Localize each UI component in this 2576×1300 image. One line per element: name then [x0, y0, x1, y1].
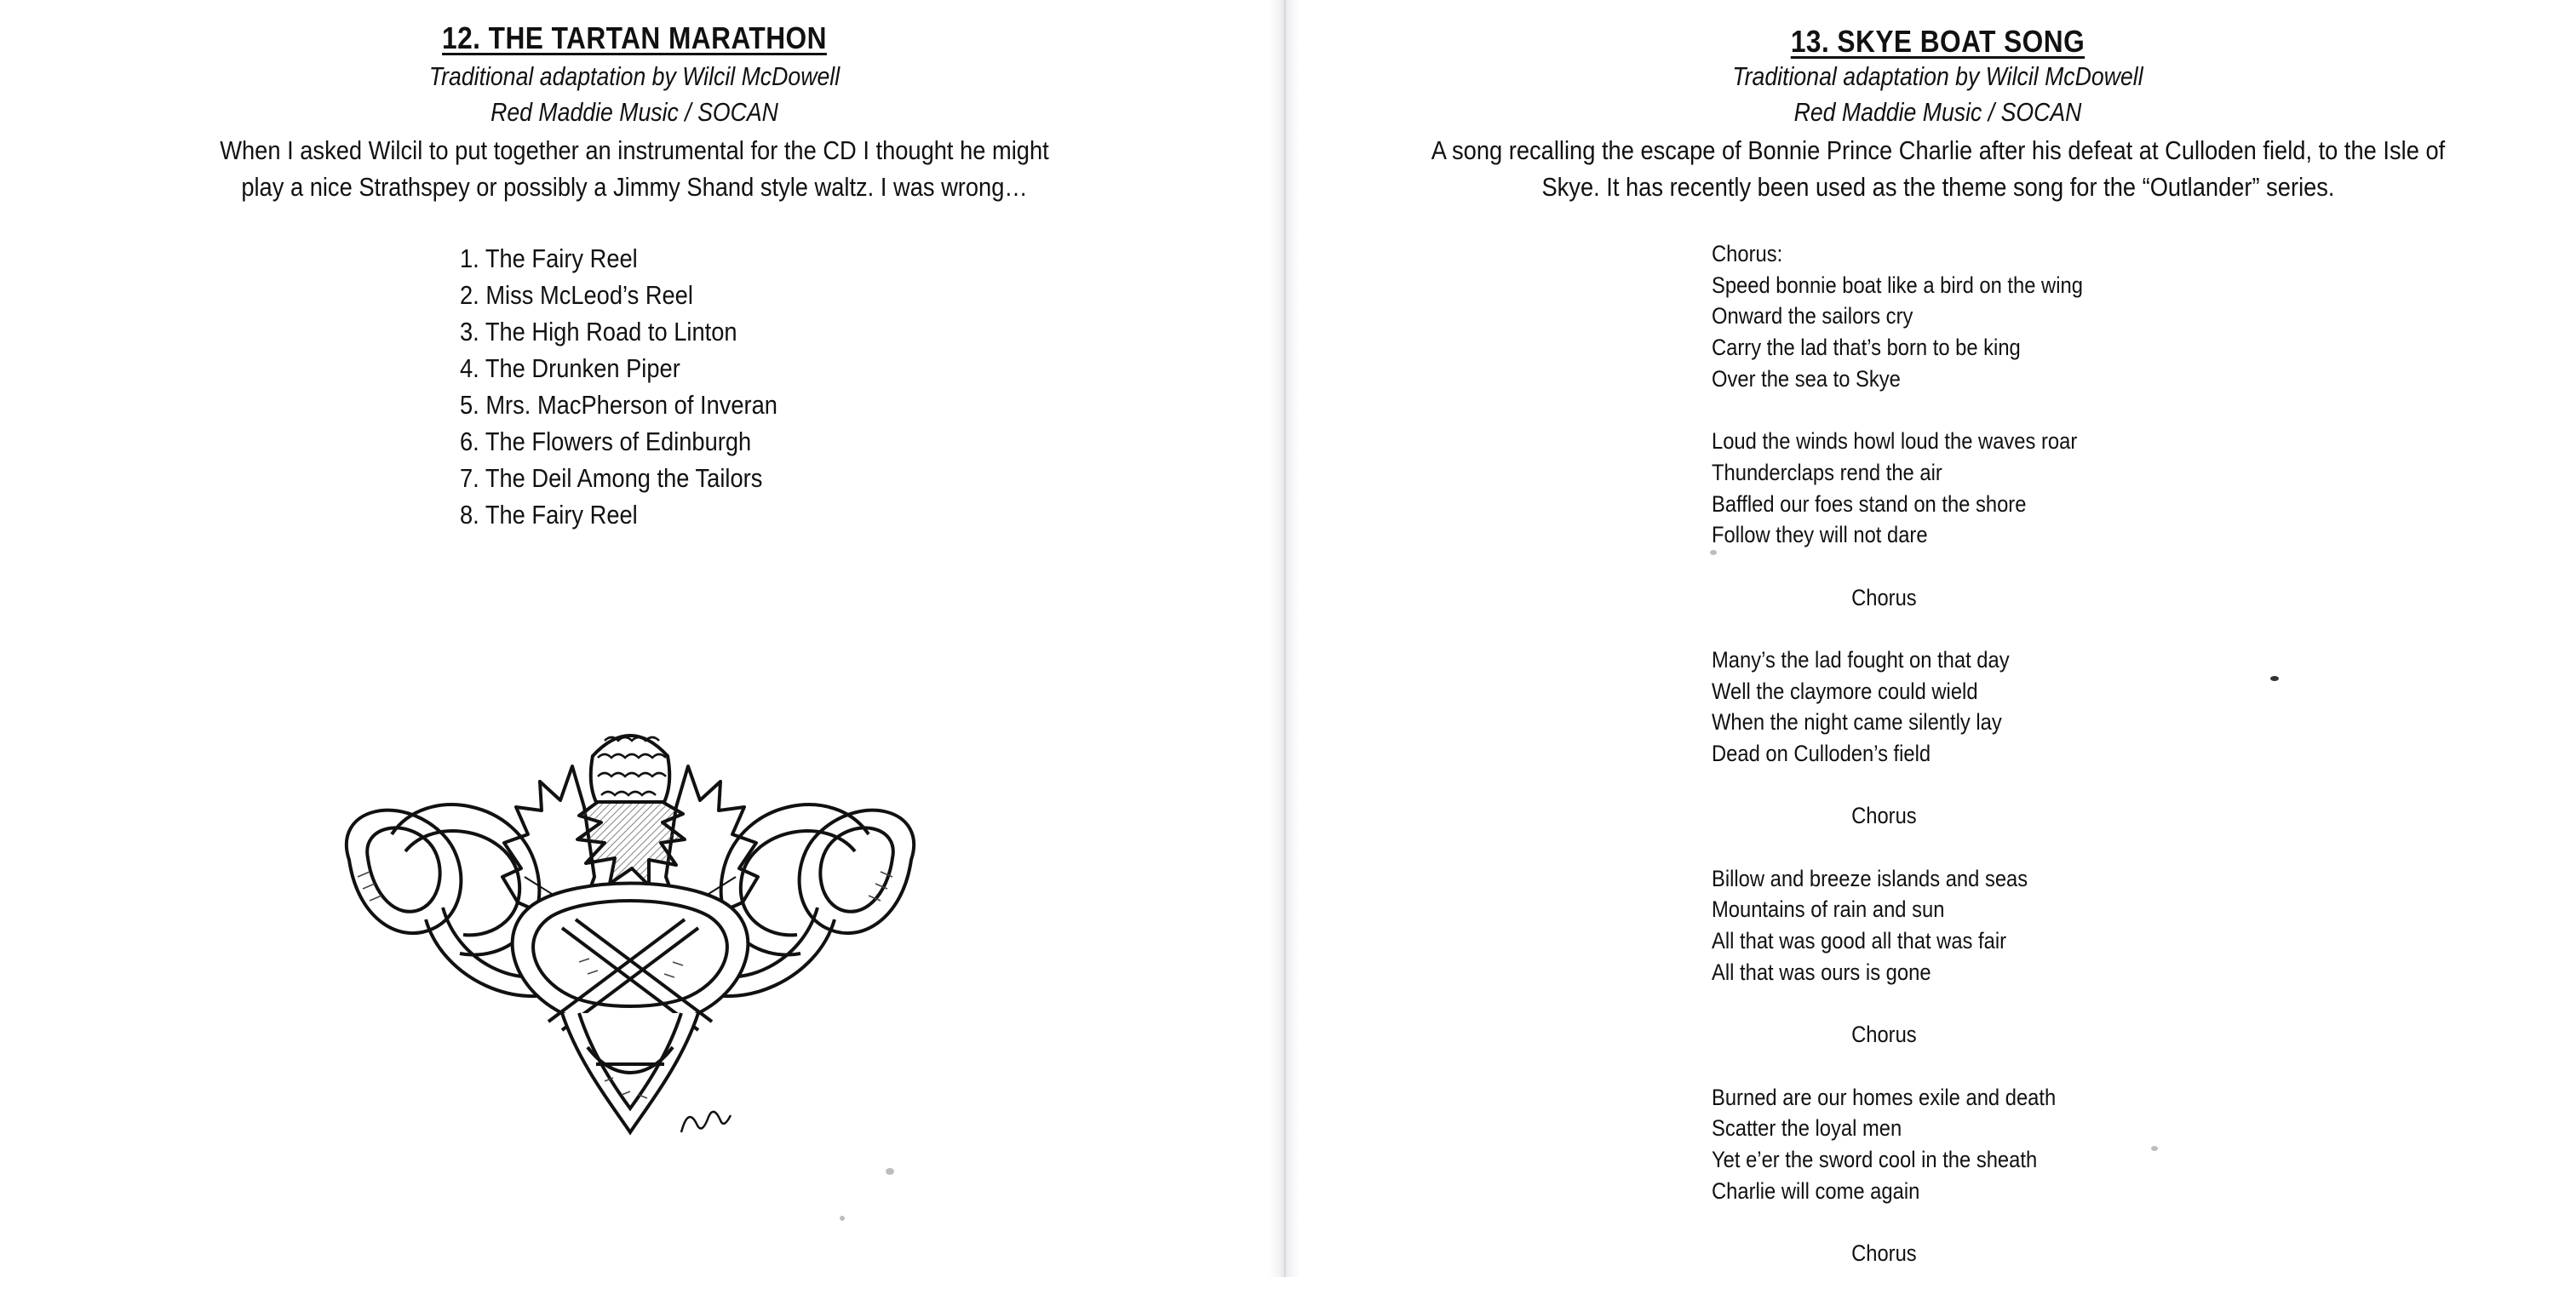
celtic-knot-thistle-icon — [324, 707, 937, 1183]
lyric-line: Thunderclaps rend the air — [1712, 459, 1942, 485]
lyric-line: Scatter the loyal men — [1712, 1115, 1902, 1142]
list-item: 6. The Flowers of Edinburgh — [460, 427, 752, 456]
description-line: Skye. It has recently been used as the theme song for the “Outlander” series. — [1541, 172, 2335, 202]
description-line: When I asked Wilcil to put together an instrumental for the CD I thought he might — [220, 135, 1049, 165]
list-item: 7. The Deil Among the Tailors — [460, 463, 763, 493]
scan-speck — [886, 1168, 894, 1175]
scan-speck — [2151, 1146, 2158, 1151]
publisher-label: Red Maddie Music / SOCAN — [491, 97, 778, 127]
fold-crease — [1284, 0, 1286, 1277]
description-line: play a nice Strathspey or possibly a Jimmy Shand style waltz. I was wrong… — [241, 172, 1028, 202]
lyric-line: Follow they will not dare — [1712, 522, 1928, 548]
scan-speck — [2270, 676, 2279, 681]
chorus-label: Chorus — [1851, 584, 1917, 610]
scan-speck — [840, 1216, 845, 1221]
list-item: 4. The Drunken Piper — [460, 353, 680, 383]
song-lyrics — [1712, 238, 2161, 1300]
list-item: 5. Mrs. MacPherson of Inveran — [460, 390, 777, 420]
lyric-line: Billow and breeze islands and seas — [1712, 865, 2028, 891]
lyric-line: Well the claymore could wield — [1712, 678, 1978, 704]
song-credit: Traditional adaptation by Wilcil McDowell — [428, 61, 840, 91]
lyric-line: Many’s the lad fought on that day — [1712, 646, 2010, 673]
lyric-line: Charlie will come again — [1712, 1177, 1920, 1204]
song-title: 13. SKYE BOAT SONG — [1790, 24, 2085, 59]
scan-speck — [1710, 550, 1717, 555]
right-page — [1299, 0, 2576, 1277]
lyric-line: When the night came silently lay — [1712, 709, 2002, 736]
lyric-line: All that was good all that was fair — [1712, 928, 2007, 954]
verse-block — [1712, 1082, 2161, 1207]
verse-block — [1712, 863, 2161, 988]
song-description — [1391, 132, 2486, 205]
verse-block — [1712, 426, 2161, 551]
publisher-label: Red Maddie Music / SOCAN — [1793, 97, 2082, 127]
lyric-line: Yet e’er the sword cool in the sheath — [1712, 1146, 2038, 1172]
list-item: 2. Miss McLeod’s Reel — [460, 280, 693, 310]
lyric-line: Over the sea to Skye — [1712, 365, 1901, 392]
chorus-label: Chorus — [1851, 803, 1917, 829]
chorus-label: Chorus — [1851, 1240, 1917, 1266]
list-item: 8. The Fairy Reel — [460, 500, 638, 530]
list-item: 1. The Fairy Reel — [460, 243, 638, 273]
lyric-line: All that was ours is gone — [1712, 959, 1931, 985]
left-page — [0, 0, 1269, 1277]
lyric-line: Speed bonnie boat like a bird on the wing — [1712, 272, 2083, 298]
chorus-label: Chorus — [1851, 1022, 1917, 1048]
verse-block — [1712, 644, 2161, 770]
description-line: A song recalling the escape of Bonnie Prince Charlie after his defeat at Culloden field, to the Isle of — [1431, 135, 2446, 165]
lyric-line: Dead on Culloden’s field — [1712, 741, 1931, 766]
lyric-line: Onward the sailors cry — [1712, 303, 1913, 329]
lyric-line: Baffled our foes stand on the shore — [1712, 490, 2027, 517]
medley-tune-list — [460, 240, 777, 533]
lyric-line: Loud the winds howl loud the waves roar — [1712, 428, 2078, 455]
lyric-line: Carry the lad that’s born to be king — [1712, 335, 2021, 361]
song-description — [166, 132, 1103, 205]
song-credit: Traditional adaptation by Wilcil McDowell — [1732, 61, 2143, 91]
song-title: 12. THE TARTAN MARATHON — [442, 20, 827, 55]
lyric-line: Mountains of rain and sun — [1712, 896, 1945, 923]
lyric-line: Burned are our homes exile and death — [1712, 1084, 2057, 1110]
list-item: 3. The High Road to Linton — [460, 317, 737, 346]
chorus-heading: Chorus: — [1712, 241, 1783, 266]
chorus-block — [1712, 238, 2161, 394]
